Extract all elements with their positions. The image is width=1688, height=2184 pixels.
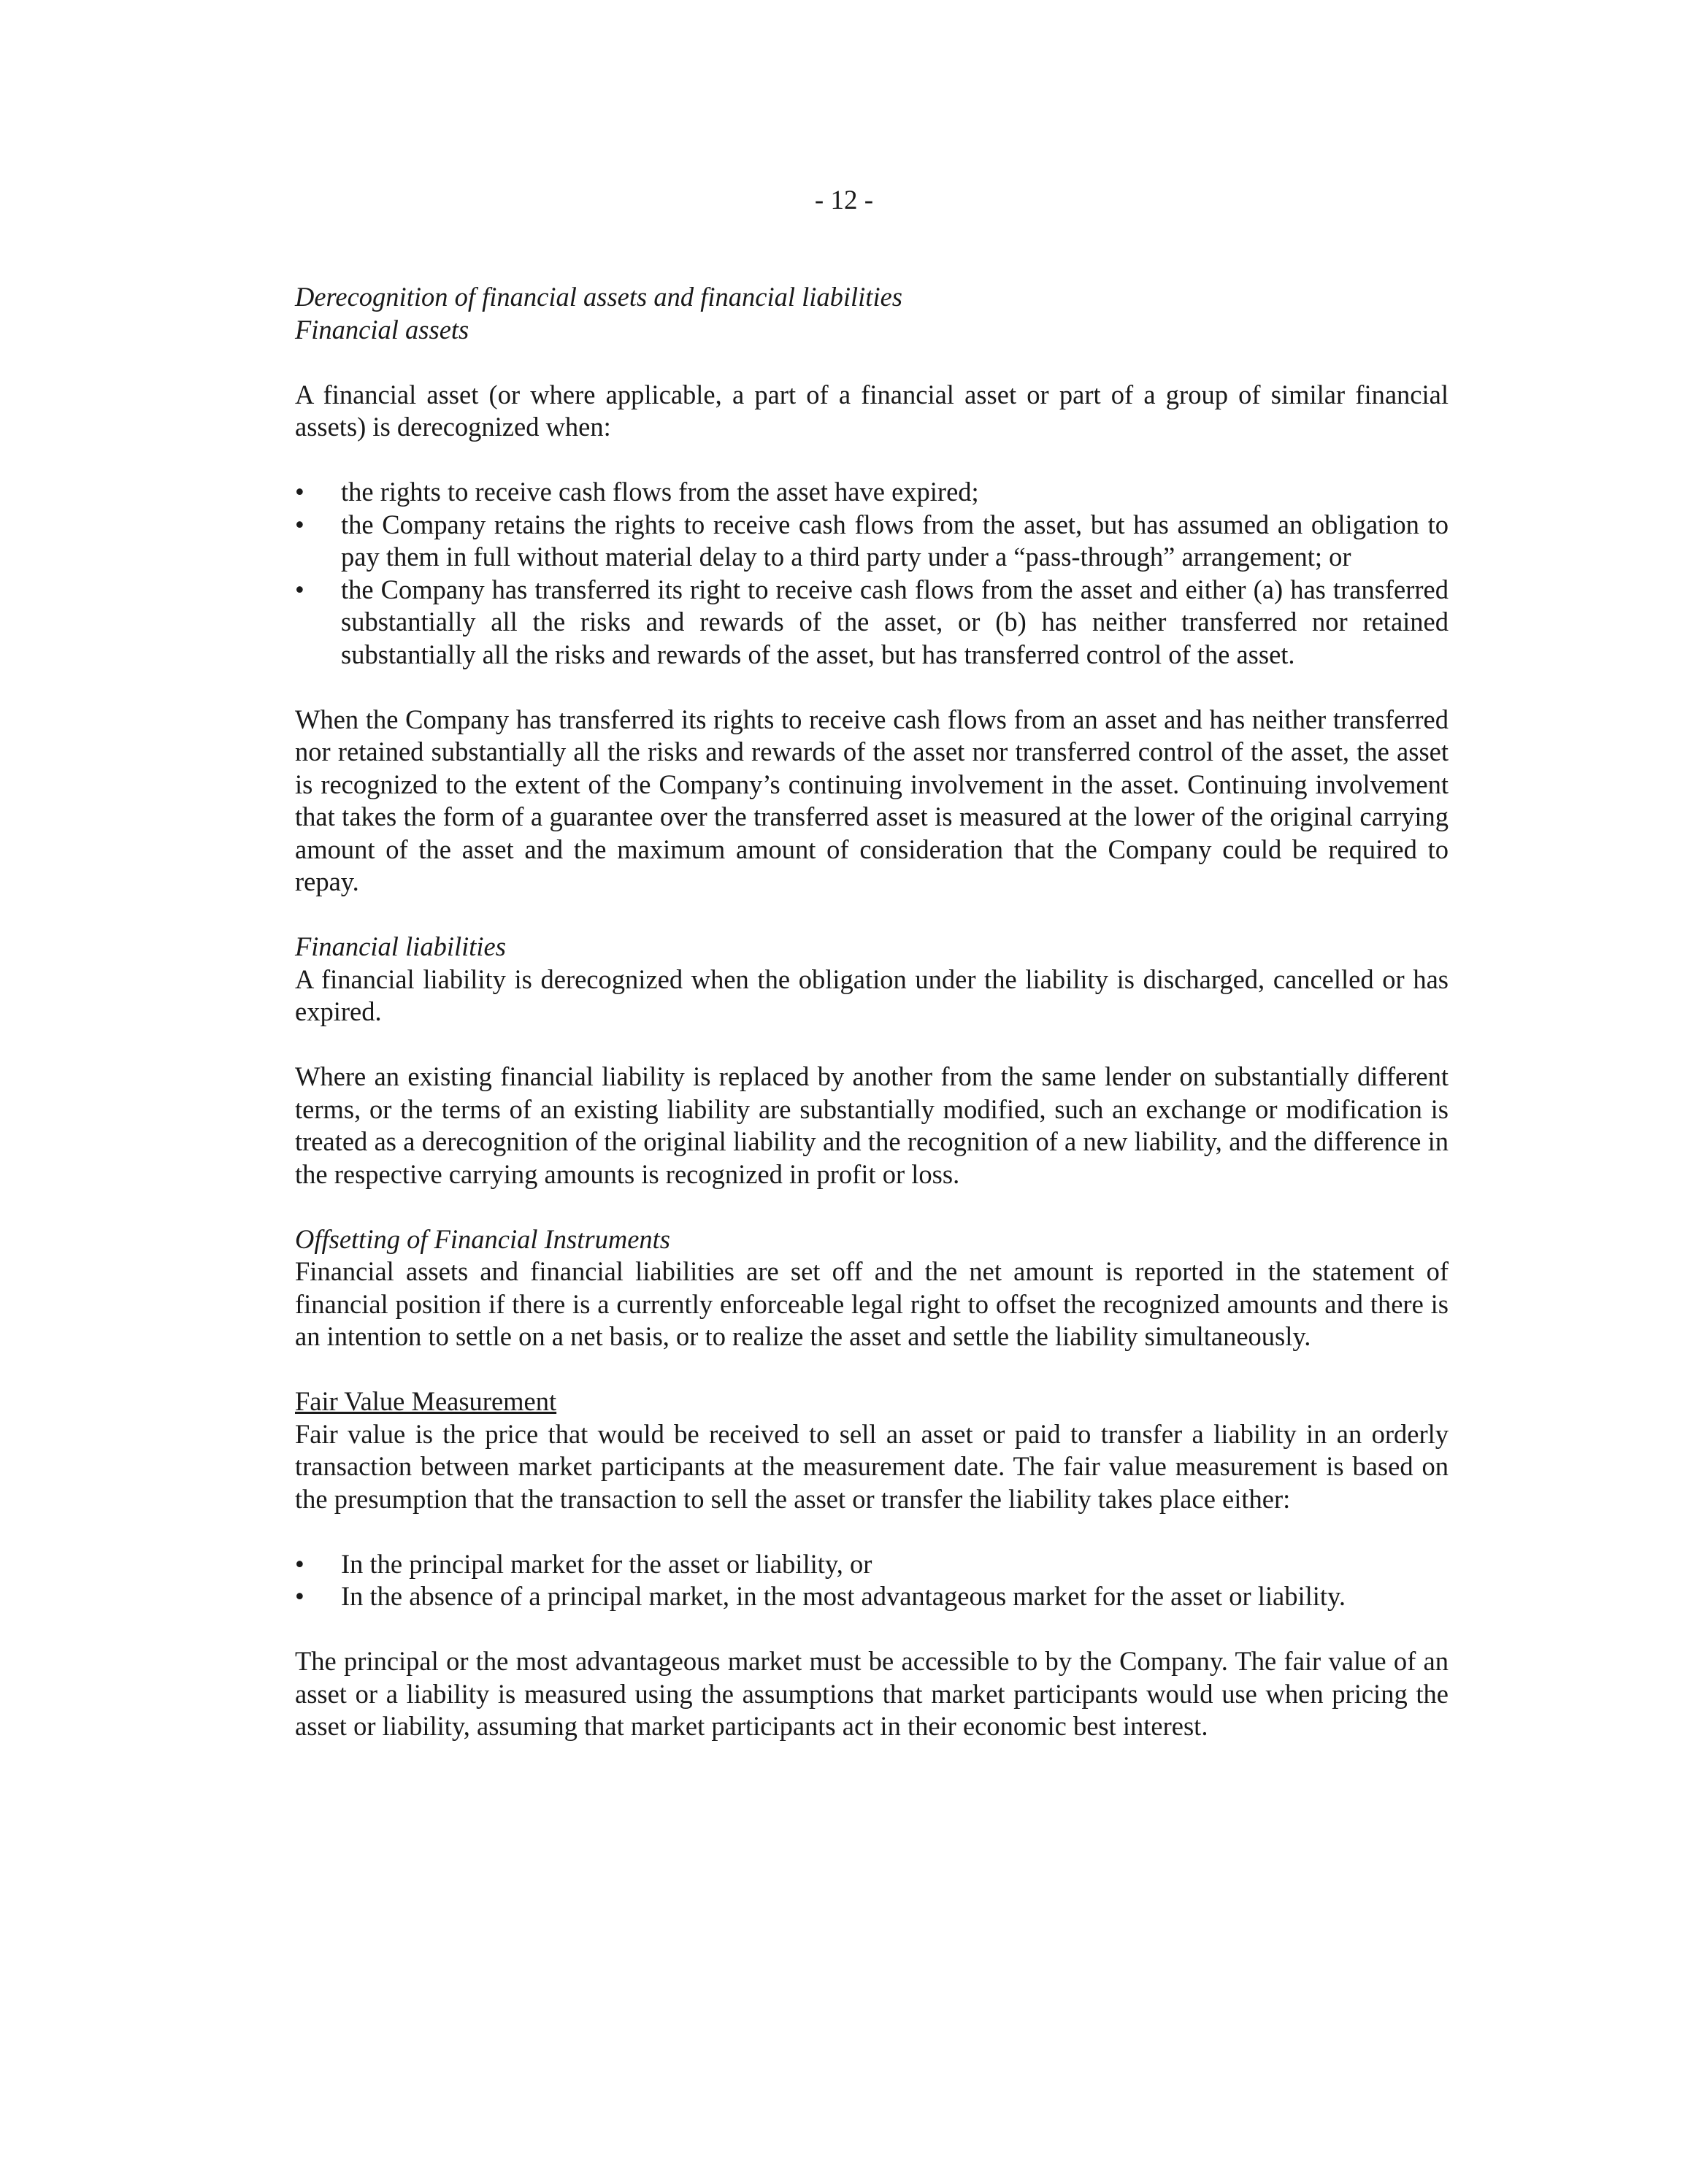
list-item — [295, 574, 1449, 672]
fair-value-paragraph-2: The principal or the most advantageous market must be accessible to by the Company. The fair value of an asset or a liability is measured using the assumptions that market participants would use when pricing the asset or liability, assuming that market participants act in their economic best interest. — [295, 1646, 1449, 1741]
bullet-icon: • — [295, 1548, 304, 1579]
financial-assets-subheading: Financial assets — [295, 314, 469, 345]
bullet-icon: • — [295, 509, 304, 539]
financial-liabilities-paragraph-2: Where an existing financial liability is replaced by another from the same lender on substantially different terms, or the terms of an existing liability are substantially modified, such an exchange or modification is treated as a derecognition of the original liability and the recognition of a new liability, and the difference in the respective carrying amounts is recognized in profit or loss. — [295, 1061, 1449, 1189]
page-content — [295, 281, 1449, 1743]
page-number: - 12 - — [814, 185, 874, 215]
offsetting-paragraph: Financial assets and financial liabilities are set off and the net amount is reported in the statement of financial position if there is a currently enforceable legal right to offset the recognized amounts and there is an intention to settle on a net basis, or to realize the asset and settle the liability simultaneously. — [295, 1256, 1449, 1351]
list-item — [295, 509, 1449, 574]
financial-liabilities-paragraph-1: A financial liability is derecognized when the obligation under the liability is discharged, cancelled or has expired. — [295, 964, 1449, 1026]
fair-value-bullet-list — [295, 1548, 1449, 1613]
derecognition-heading: Derecognition of financial assets and financial liabilities — [295, 282, 902, 312]
list-item-text: In the absence of a principal market, in the most advantageous market for the asset or liability. — [341, 1581, 1346, 1611]
list-item-text: In the principal market for the asset or liability, or — [341, 1548, 872, 1579]
derecognition-bullet-list — [295, 476, 1449, 671]
fair-value-heading: Fair Value Measurement — [295, 1386, 557, 1416]
fair-value-paragraph-1: Fair value is the price that would be received to sell an asset or paid to transfer a liability in an orderly transaction between market participants at the measurement date. The fair value measurement is based on the presumption that the transaction to sell the asset or transfer the liability takes place either: — [295, 1418, 1449, 1514]
continuing-involvement-paragraph: When the Company has transferred its rights to receive cash flows from an asset and has neither transferred nor retained substantially all the risks and rewards of the asset nor transferred control of the asset, the asset is recognized to the extent of the Company’s continuing involvement in the asset. Continuing involvement that takes the form of a guarantee over the transferred asset is measured at the lower of the original carrying amount of the asset and the maximum amount of consideration that the Company could be required to repay. — [295, 704, 1449, 896]
list-item-text: the rights to receive cash flows from the asset have expired; — [341, 477, 979, 507]
financial-liabilities-heading: Financial liabilities — [295, 931, 506, 961]
derecognition-intro-paragraph: A financial asset (or where applicable, a part of a financial asset or part of a group of similar financial assets) is derecognized when: — [295, 379, 1449, 442]
list-item-text: the Company has transferred its right to receive cash flows from the asset and either (a) has transferred substantially all the risks and rewards of the asset, or (b) has neither transferred nor retained substantially all the risks and rewards of the asset, but has transferred control of the asset. — [341, 574, 1449, 669]
bullet-icon: • — [295, 574, 304, 604]
offsetting-heading: Offsetting of Financial Instruments — [295, 1223, 671, 1254]
bullet-icon: • — [295, 1581, 304, 1611]
list-item — [295, 476, 1449, 509]
list-item — [295, 1548, 1449, 1581]
list-item-text: the Company retains the rights to receive cash flows from the asset, but has assumed an obligation to pay them in full without material delay to a third party under a “pass-through” arrangement; or — [341, 509, 1449, 572]
bullet-icon: • — [295, 477, 304, 507]
list-item — [295, 1580, 1449, 1613]
